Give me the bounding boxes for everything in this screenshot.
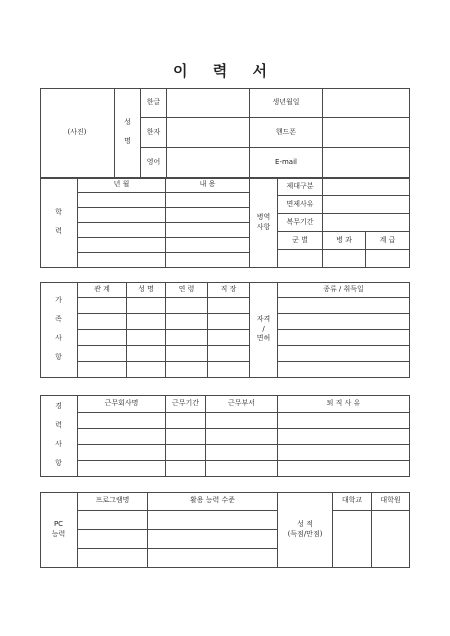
pc-cell[interactable] bbox=[148, 511, 278, 530]
career-cell[interactable] bbox=[78, 445, 166, 461]
family-cell[interactable] bbox=[127, 362, 166, 378]
career-cell[interactable] bbox=[78, 429, 166, 445]
education-row[interactable] bbox=[166, 193, 250, 208]
education-row[interactable] bbox=[78, 193, 166, 208]
career-cell[interactable] bbox=[206, 413, 278, 429]
hanja-label: 한자 bbox=[141, 118, 167, 148]
family-col-name: 성 명 bbox=[127, 282, 166, 298]
family-cell[interactable] bbox=[127, 330, 166, 346]
family-cell[interactable] bbox=[166, 314, 208, 330]
pc-col-program: 프로그램명 bbox=[78, 492, 148, 511]
family-cell[interactable] bbox=[78, 314, 127, 330]
education-military-section bbox=[40, 178, 410, 268]
career-cell[interactable] bbox=[206, 461, 278, 477]
period-label: 복무기간 bbox=[278, 214, 323, 232]
pc-label: PC 능력 bbox=[40, 492, 78, 568]
branch-label: 군 별 bbox=[278, 232, 323, 250]
grade-field[interactable] bbox=[366, 250, 410, 268]
career-cell[interactable] bbox=[166, 445, 206, 461]
military-label: 병역 사항 bbox=[250, 178, 278, 268]
english-label: 영어 bbox=[141, 148, 167, 178]
exemption-label: 면제사유 bbox=[278, 196, 323, 214]
family-cell[interactable] bbox=[166, 362, 208, 378]
career-cell[interactable] bbox=[166, 413, 206, 429]
education-row[interactable] bbox=[166, 238, 250, 253]
family-label: 가 족 사 항 bbox=[40, 282, 78, 378]
college-col: 대학교 bbox=[333, 492, 372, 511]
career-section bbox=[40, 395, 410, 477]
education-col-content: 내 용 bbox=[166, 178, 250, 193]
career-cell[interactable] bbox=[166, 461, 206, 477]
education-col-year: 년 월 bbox=[78, 178, 166, 193]
family-cell[interactable] bbox=[78, 346, 127, 362]
period-field[interactable] bbox=[323, 214, 410, 232]
career-col-reason: 퇴 직 사 유 bbox=[278, 395, 410, 413]
career-cell[interactable] bbox=[278, 429, 410, 445]
grad-field[interactable] bbox=[372, 511, 410, 568]
rank-label: 병 과 bbox=[323, 232, 366, 250]
family-cell[interactable] bbox=[208, 330, 250, 346]
career-col-period: 근무기간 bbox=[166, 395, 206, 413]
career-cell[interactable] bbox=[78, 461, 166, 477]
license-label: 자격 / 면허 bbox=[250, 282, 278, 378]
grade-score-label: 성 적 (득점/만점) bbox=[278, 492, 333, 568]
exemption-field[interactable] bbox=[323, 196, 410, 214]
education-row[interactable] bbox=[166, 253, 250, 268]
career-cell[interactable] bbox=[206, 429, 278, 445]
license-row[interactable] bbox=[278, 330, 410, 346]
education-row[interactable] bbox=[78, 208, 166, 223]
career-cell[interactable] bbox=[278, 413, 410, 429]
career-cell[interactable] bbox=[278, 461, 410, 477]
grade-label: 계 급 bbox=[366, 232, 410, 250]
family-cell[interactable] bbox=[127, 298, 166, 314]
family-cell[interactable] bbox=[166, 346, 208, 362]
education-row[interactable] bbox=[78, 253, 166, 268]
family-col-relation: 관 계 bbox=[78, 282, 127, 298]
career-label: 경 력 사 항 bbox=[40, 395, 78, 477]
family-col-job: 직 장 bbox=[208, 282, 250, 298]
license-row[interactable] bbox=[278, 314, 410, 330]
family-cell[interactable] bbox=[208, 362, 250, 378]
family-cell[interactable] bbox=[208, 298, 250, 314]
college-field[interactable] bbox=[333, 511, 372, 568]
pc-cell[interactable] bbox=[148, 549, 278, 568]
family-cell[interactable] bbox=[78, 330, 127, 346]
personal-info-section bbox=[40, 88, 410, 178]
family-cell[interactable] bbox=[208, 314, 250, 330]
email-field[interactable] bbox=[323, 148, 410, 178]
hanja-field[interactable] bbox=[167, 118, 250, 148]
pc-cell[interactable] bbox=[78, 549, 148, 568]
career-col-dept: 근무부서 bbox=[206, 395, 278, 413]
hangul-label: 한글 bbox=[141, 88, 167, 118]
license-row[interactable] bbox=[278, 362, 410, 378]
career-col-company: 근무회사명 bbox=[78, 395, 166, 413]
birth-label: 생년월일 bbox=[250, 88, 323, 118]
discharge-label: 제대구분 bbox=[278, 178, 323, 196]
pc-col-level: 활용 능력 수준 bbox=[148, 492, 278, 511]
phone-field[interactable] bbox=[323, 118, 410, 148]
license-col-type: 종류 / 취득일 bbox=[278, 282, 410, 298]
family-cell[interactable] bbox=[78, 362, 127, 378]
hangul-field[interactable] bbox=[167, 88, 250, 118]
document-title: 이 력 서 bbox=[173, 62, 277, 80]
license-row[interactable] bbox=[278, 346, 410, 362]
branch-field[interactable] bbox=[278, 250, 323, 268]
education-label: 학 력 bbox=[40, 178, 78, 268]
career-cell[interactable] bbox=[206, 445, 278, 461]
education-row[interactable] bbox=[166, 223, 250, 238]
family-cell[interactable] bbox=[208, 346, 250, 362]
career-cell[interactable] bbox=[78, 413, 166, 429]
name-label: 성 명 bbox=[115, 88, 141, 178]
phone-label: 핸드폰 bbox=[250, 118, 323, 148]
grad-col: 대학원 bbox=[372, 492, 410, 511]
education-row[interactable] bbox=[166, 208, 250, 223]
pc-cell[interactable] bbox=[78, 511, 148, 530]
pc-skills-section bbox=[40, 492, 410, 568]
career-cell[interactable] bbox=[166, 429, 206, 445]
family-cell[interactable] bbox=[166, 298, 208, 314]
pc-cell[interactable] bbox=[78, 530, 148, 549]
family-license-section bbox=[40, 282, 410, 378]
family-cell[interactable] bbox=[127, 314, 166, 330]
birth-field[interactable] bbox=[323, 88, 410, 118]
rank-field[interactable] bbox=[323, 250, 366, 268]
email-label: E-mail bbox=[250, 148, 323, 178]
photo-cell: (사진) bbox=[40, 88, 115, 178]
english-field[interactable] bbox=[167, 148, 250, 178]
education-row[interactable] bbox=[78, 238, 166, 253]
family-cell[interactable] bbox=[127, 346, 166, 362]
family-cell[interactable] bbox=[78, 298, 127, 314]
career-cell[interactable] bbox=[278, 445, 410, 461]
education-row[interactable] bbox=[78, 223, 166, 238]
discharge-field[interactable] bbox=[323, 178, 410, 196]
pc-cell[interactable] bbox=[148, 530, 278, 549]
family-cell[interactable] bbox=[166, 330, 208, 346]
family-col-age: 연 령 bbox=[166, 282, 208, 298]
license-row[interactable] bbox=[278, 298, 410, 314]
